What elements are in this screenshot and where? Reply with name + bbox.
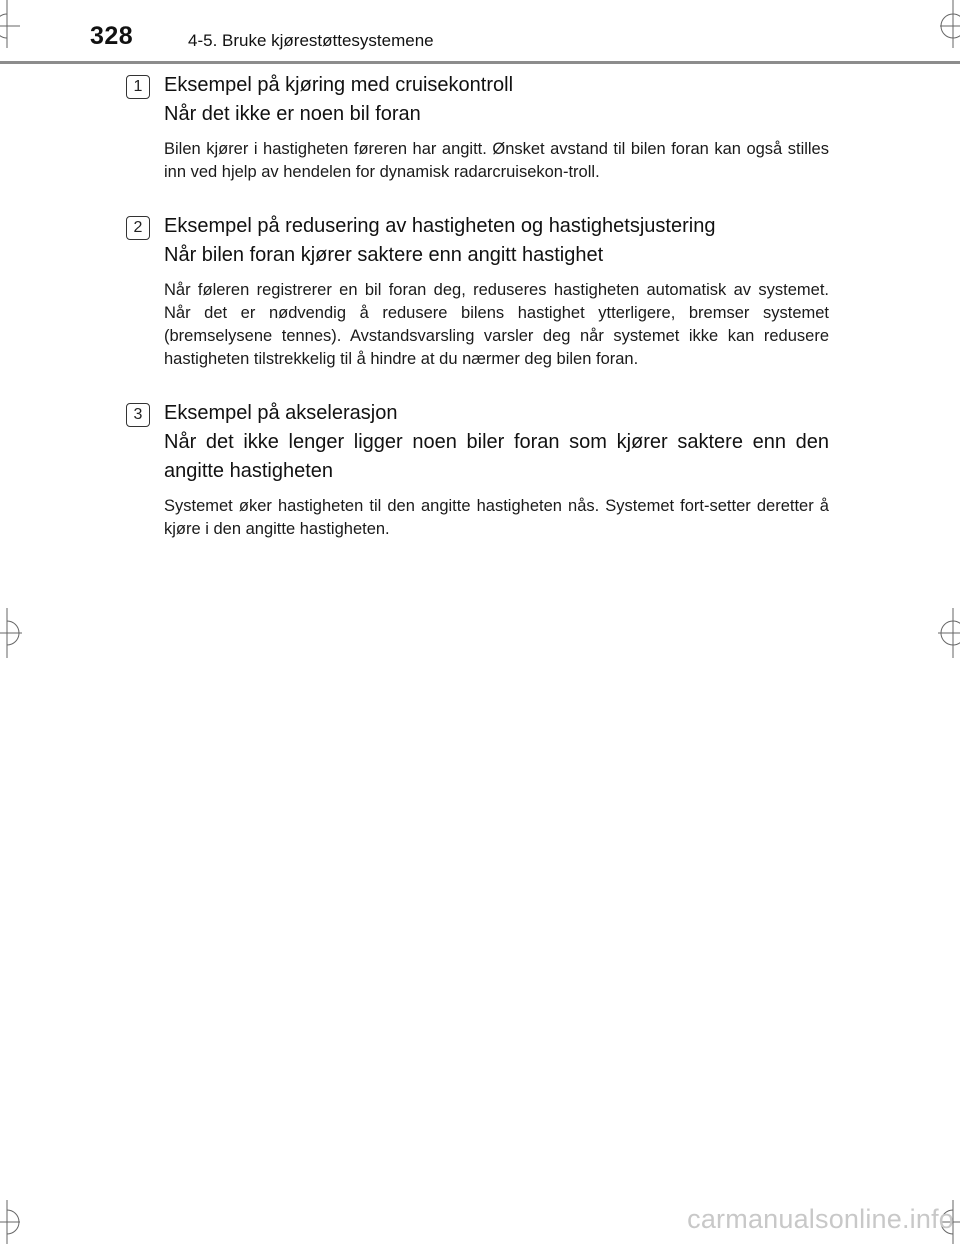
item-2-body: Når føleren registrerer en bil foran deg, reduseres hastigheten automatisk av systemet. Når det er nødvendig å redusere bilens hastighet ytterligere, bremser systemet (bremselysene tennes). Avstandsvarsling varsler deg når systemet ikke kan redusere hastigheten tilstrekkelig til å hindre at du nærmer deg bilen foran.: [164, 281, 829, 368]
number-3-icon: 3: [126, 403, 150, 427]
crop-mark-mid-left: [0, 608, 30, 658]
page-number: 328: [90, 22, 134, 50]
item-3-body: Systemet øker hastigheten til den angitte hastigheten nås. Systemet fort-setter deretter å kjøre i den angitte hastigheten.: [164, 497, 829, 538]
item-2-subheading: Når bilen foran kjører saktere enn angitt hastighet: [164, 244, 604, 266]
item-2-heading: Eksempel på redusering av hastigheten og hastighetsjustering: [164, 215, 716, 237]
item-1-subheading: Når det ikke er noen bil foran: [164, 103, 421, 125]
section-title: 4-5. Bruke kjørestøttesystemene: [188, 31, 434, 50]
number-1-icon: 1: [126, 75, 150, 99]
crop-mark-bottom-left: [0, 1200, 40, 1244]
item-3-subheading: Når det ikke lenger ligger noen biler foran som kjører saktere enn den angitte hastigheten: [164, 431, 829, 482]
watermark: carmanualsonline.info: [687, 1204, 954, 1234]
item-1-body: Bilen kjører i hastigheten føreren har angitt. Ønsket avstand til bilen foran kan også stilles inn ved hjelp av hendelen for dynamisk radarcruisekon-troll.: [164, 140, 829, 181]
crop-mark-top-right: [920, 0, 960, 50]
item-3-heading: Eksempel på akselerasjon: [164, 402, 398, 424]
item-1-heading: Eksempel på kjøring med cruisekontroll: [164, 74, 514, 96]
number-2-icon: 2: [126, 216, 150, 240]
example-item-3: [126, 399, 829, 541]
example-item-1: [126, 71, 829, 184]
header-rule: [0, 61, 960, 64]
example-item-2: [126, 212, 829, 371]
crop-mark-mid-right: [930, 608, 960, 658]
crop-mark-top-left: [0, 0, 40, 50]
